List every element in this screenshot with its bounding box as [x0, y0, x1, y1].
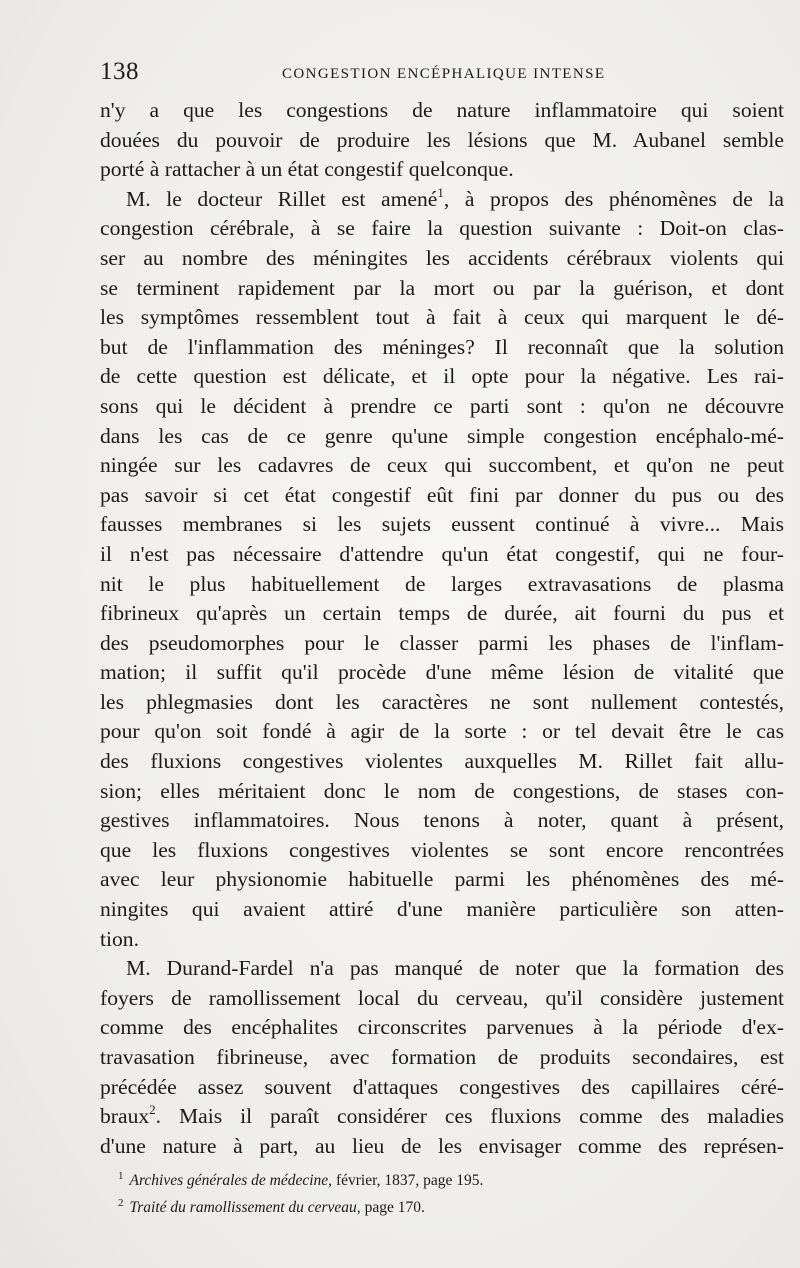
text-segment: . Mais il paraît considérer ces fluxions comme des maladies — [155, 1104, 784, 1129]
text-line: dans les cas de ce genre qu'une simple congestion encéphalo-mé- — [100, 423, 784, 448]
text-line: porté à rattacher à un état congestif quelconque. — [100, 157, 514, 182]
footnote-text: page 170. — [360, 1199, 425, 1216]
footnote — [118, 1192, 678, 1219]
text-line: M. Durand-Fardel n'a pas manqué de noter que la formation des — [126, 956, 784, 981]
text-line: se terminent rapidement par la mort ou par la guérison, et dont — [100, 275, 784, 300]
text-line: nit le plus habituellement de larges extravasations de plasma — [100, 571, 784, 596]
page-number: 138 — [100, 58, 139, 85]
footnote — [118, 1165, 678, 1192]
text-line: les symptômes ressemblent tout à fait à ceux qui marquent le dé- — [100, 305, 784, 330]
text-line: que les fluxions congestives violentes se sont encore rencontrées — [100, 837, 784, 862]
text-line: de cette question est délicate, et il opte pour la négative. Les rai- — [100, 364, 784, 389]
text-line: des pseudomorphes pour le classer parmi les phases de l'inflam- — [100, 630, 784, 655]
text-line: des fluxions congestives violentes auxquelles M. Rillet fait allu- — [100, 749, 784, 774]
text-line: pour qu'on soit fondé à agir de la sorte : or tel devait être le cas — [100, 719, 784, 744]
text-line: tion. — [100, 926, 139, 951]
text-line: il n'est pas nécessaire d'attendre qu'un état congestif, qui ne four- — [100, 541, 784, 566]
footnote-ref: 1 — [437, 184, 444, 200]
footnote-number: 1 — [118, 1170, 124, 1182]
footnote-title: Archives générales de médecine, — [129, 1172, 333, 1189]
page-header — [100, 58, 730, 92]
text-line: gestives inflammatoires. Nous tenons à noter, quant à présent, — [100, 808, 784, 833]
text-line: pas savoir si cet état congestif eût fini par donner du pus ou des — [100, 482, 784, 507]
footnote-text: février, 1837, page 195. — [332, 1172, 484, 1189]
footnote-number: 2 — [118, 1197, 124, 1209]
text-segment: , à propos des phénomènes de la — [443, 186, 784, 211]
text-line: fibrineux qu'après un certain temps de durée, ait fourni du pus et — [100, 601, 784, 626]
text-line: les phlegmasies dont les caractères ne sont nullement contestés, — [100, 689, 784, 714]
text-line: précédée assez souvent d'attaques congestives des capillaires céré- — [100, 1074, 784, 1099]
text-line: fausses membranes si les sujets eussent continué à vivre... Mais — [100, 512, 784, 537]
text-line: comme des encéphalites circonscrites parvenues à la période d'ex- — [100, 1015, 784, 1040]
text-line: n'y a que les congestions de nature inflammatoire qui soient — [100, 98, 784, 122]
text-line: avec leur physionomie habituelle parmi les phénomènes des mé- — [100, 867, 784, 892]
text-line: ser au nombre des méningites les accidents cérébraux violents qui — [100, 245, 784, 270]
text-line — [100, 1102, 784, 1132]
text-segment: M. le docteur Rillet est amené — [126, 186, 438, 211]
text-line: sion; elles méritaient donc le nom de congestions, de stases con- — [100, 778, 784, 803]
text-line — [100, 185, 784, 215]
text-line: ningée sur les cadavres de ceux qui succombent, et qu'on ne peut — [100, 453, 784, 478]
text-line: congestion cérébrale, à se faire la question suivante : Doit-on clas- — [100, 216, 784, 241]
text-line: travasation fibrineuse, avec formation de produits secondaires, est — [100, 1045, 784, 1069]
text-line: but de l'inflammation des méninges? Il reconnaît que la solution — [100, 334, 784, 359]
text-line: ningites qui avaient attiré d'une manière particulière son atten- — [100, 897, 784, 922]
text-line: d'une nature à part, au lieu de les envisager comme des représen- — [100, 1133, 784, 1158]
footnote-title: Traité du ramollissement du cerveau, — [129, 1199, 361, 1216]
text-segment: braux — [100, 1104, 150, 1129]
footnotes — [118, 1165, 678, 1219]
text-line: douées du pouvoir de produire les lésions que M. Aubanel semble — [100, 127, 784, 152]
running-head: CONGESTION ENCÉPHALIQUE INTENSE — [282, 66, 606, 82]
text-line: foyers de ramollissement local du cerveau, qu'il considère justement — [100, 985, 784, 1010]
footnote-ref: 2 — [149, 1102, 156, 1118]
body-text — [100, 96, 784, 1161]
text-line: mation; il suffit qu'il procède d'une même lésion de vitalité que — [100, 660, 784, 685]
text-line: sons qui le décident à prendre ce parti sont : qu'on ne découvre — [100, 393, 784, 418]
